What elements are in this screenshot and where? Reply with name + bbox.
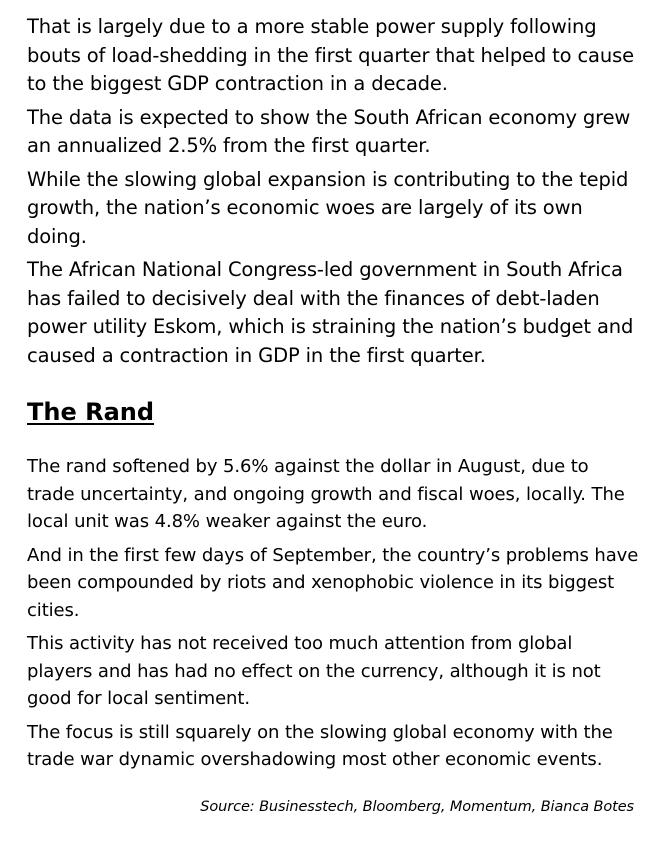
paragraph-rand-softened: The rand softened by 5.6% against the dollar in August, due to trade uncertainty, and ongoing growth and fiscal woes, locally. The local unit was 4.8% weaker against the euro. — [27, 456, 625, 532]
rand-section — [27, 453, 639, 774]
paragraph-power-supply: That is largely due to a more stable power supply following bouts of load-shedding in the first quarter that helped to cause to the biggest GDP contraction in a decade. — [27, 15, 634, 95]
paragraph-trade-war-focus: The focus is still squarely on the slowing global economy with the trade war dynamic overshadowing most other economic events. — [27, 721, 613, 770]
paragraph-anc-eskom: The African National Congress-led government in South Africa has failed to decisively deal with the finances of debt-laden power utility Eskom, which is straining the nation’s budget and caused a contraction in GDP in the first quarter. — [27, 258, 634, 367]
paragraph-economy-growth: The data is expected to show the South African economy grew an annualized 2.5% from the first quarter. — [27, 105, 631, 157]
paragraph-september-problems: And in the first few days of September, the country’s problems have been compounded by riots and xenophobic violence in its biggest cities. — [27, 544, 639, 621]
paragraph-global-expansion: While the slowing global expansion is contributing to the tepid growth, the nation’s economic woes are largely of its own doing. — [27, 167, 629, 248]
document-page — [27, 0, 639, 780]
source-citation: Source: Businesstech, Bloomberg, Momentum, Bianca Botes — [200, 799, 634, 815]
section-heading-the-rand: The Rand — [27, 398, 155, 426]
paragraph-global-players: This activity has not received too much attention from global players and has had no effect on the currency, although it is not good for local sentiment. — [27, 633, 601, 709]
intro-section — [27, 13, 639, 370]
